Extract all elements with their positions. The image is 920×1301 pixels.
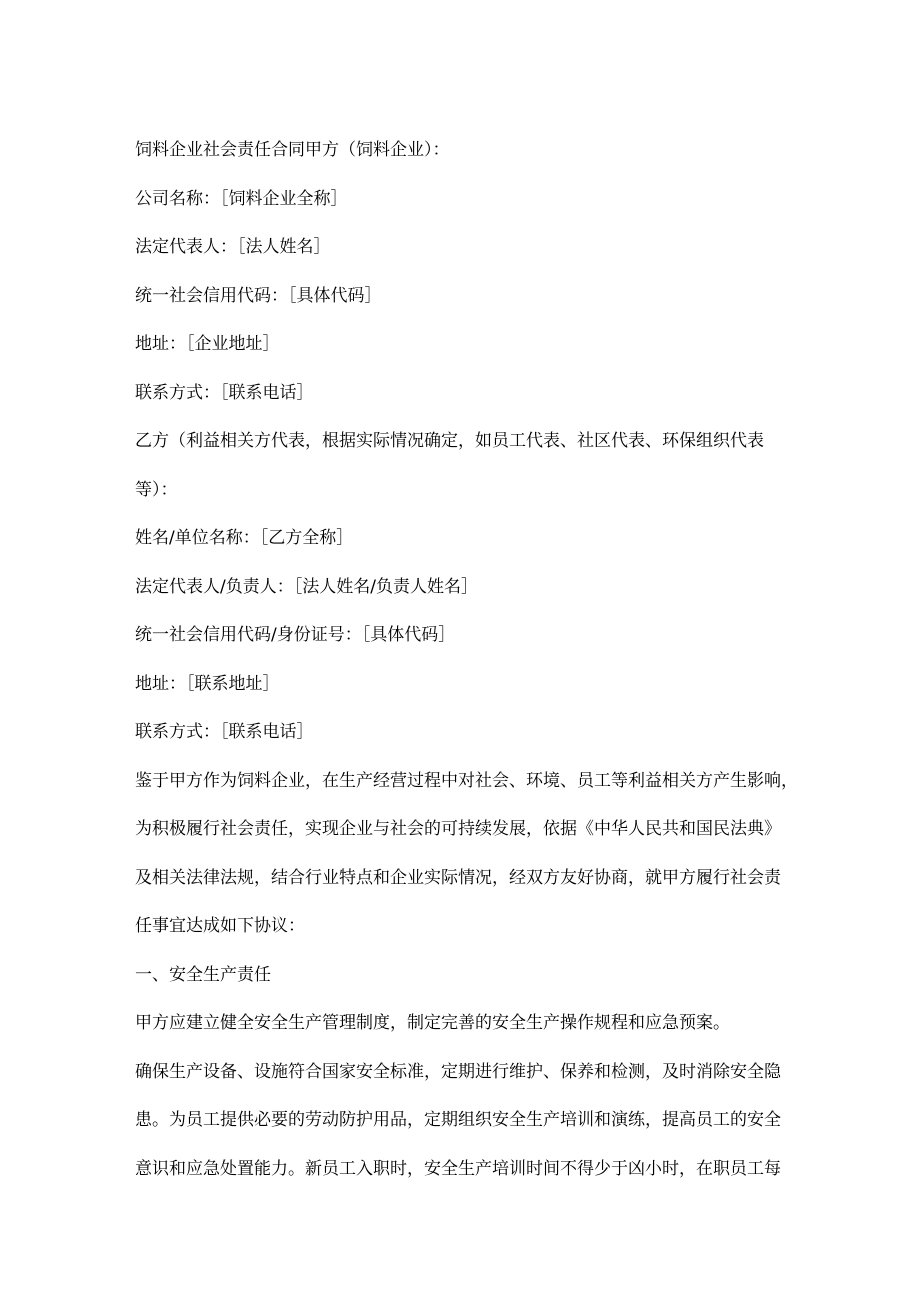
party-b-credit-code-id: 统一社会信用代码/身份证号：［具体代码］ <box>135 625 456 645</box>
party-b-heading-line-2: 等）： <box>135 479 178 500</box>
party-a-legal-representative: 法定代表人：［法人姓名］ <box>135 237 331 257</box>
party-b-address: 地址：［联系地址］ <box>135 673 280 694</box>
contract-title-party-a: 饲料企业社会责任合同甲方（饲料企业）： <box>135 140 450 160</box>
safety-paragraph-line-2: 确保生产设备、设施符合国家安全标准，定期进行维护、保养和检测，及时消除安全隐 <box>135 1061 781 1082</box>
preamble-line-3: 及相关法律法规，结合行业特点和企业实际情况，经双方友好协商，就甲方履行社会责 <box>135 867 781 888</box>
safety-paragraph-line-1: 甲方应建立健全安全生产管理制度，制定完善的安全生产操作规程和应急预案。 <box>135 1013 730 1033</box>
party-a-address: 地址：［企业地址］ <box>135 334 280 354</box>
document-body <box>135 126 798 1193</box>
party-a-contact: 联系方式：［联系电话］ <box>135 382 314 403</box>
party-b-name: 姓名/单位名称：［乙方全称］ <box>135 528 354 548</box>
preamble-line-2: 为积极履行社会责任，实现企业与社会的可持续发展，依据《中华人民共和国民法典》 <box>135 819 781 839</box>
preamble-line-1: 鉴于甲方作为饲料企业，在生产经营过程中对社会、环境、员工等利益相关方产生影响， <box>135 770 798 791</box>
section-heading-safety: 一、安全生产责任 <box>135 964 271 985</box>
safety-paragraph-line-4: 意识和应急处置能力。新员工入职时，安全生产培训时间不得少于凶小时，在职员工每 <box>135 1158 781 1179</box>
party-b-legal-representative: 法定代表人/负责人：［法人姓名/负责人姓名］ <box>135 576 478 597</box>
safety-paragraph-line-3: 患。为员工提供必要的劳动防护用品，定期组织安全生产培训和演练，提高员工的安全 <box>135 1110 781 1130</box>
party-b-contact: 联系方式：［联系电话］ <box>135 722 314 742</box>
party-a-company-name: 公司名称：［饲料企业全称］ <box>135 188 348 209</box>
preamble-line-4: 任事宜达成如下协议： <box>135 916 305 936</box>
party-a-credit-code: 统一社会信用代码：［具体代码］ <box>135 285 382 306</box>
party-b-heading-line-1: 乙方（利益相关方代表，根据实际情况确定，如员工代表、社区代表、环保组织代表 <box>135 431 764 451</box>
